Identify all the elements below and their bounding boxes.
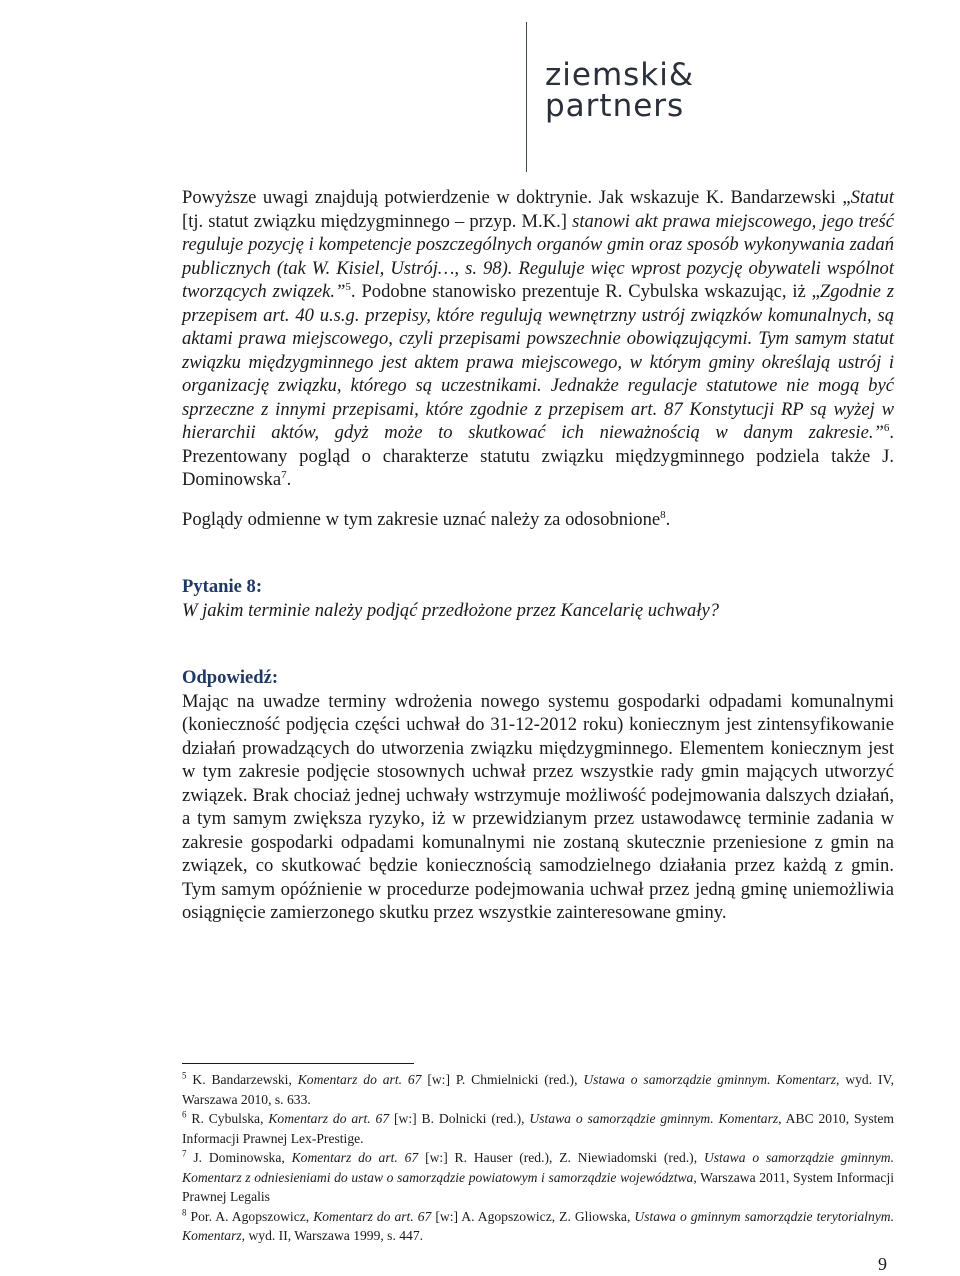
text-run-italic: Statut xyxy=(850,187,894,208)
text-run: R. Cybulska, xyxy=(186,1111,269,1126)
text-run: . xyxy=(286,469,292,490)
quote-bandarzewski: stanowi akt prawa miejscowego, jego treść reguluje pozycję i kompetencje poszczególnych organów gmin oraz sposób wykonywania zadań publicznych (tak W. Kisiel, Ustrój…, s. 98). Reguluje więc wprost pozycję obywateli wspólnot tworzących związek. xyxy=(182,210,894,302)
footnote-separator xyxy=(182,1063,414,1064)
text-run: [w:] A. Agopszowicz, Z. Gliowska, xyxy=(431,1208,635,1224)
text-run-italic: Ustawa o gminnym samorządzie terytorialnym. Komentarz xyxy=(182,1208,894,1243)
text-run-italic: Komentarz do art. 67 xyxy=(291,1150,419,1165)
text-run: J. Dominowska, xyxy=(186,1150,292,1165)
text-run: [tj. statut związku międzygminnego – przyp. M.K.] xyxy=(182,210,573,232)
footnote-8 xyxy=(182,1207,894,1246)
paragraph-opinions xyxy=(182,508,894,532)
text-run-italic: Ustawa o samorządzie gminnym. Komentarz xyxy=(583,1072,837,1087)
question-text: W jakim terminie należy podjąć przedłożone przez Kancelarię uchwały? xyxy=(182,599,720,621)
footnote-number: 7 xyxy=(182,1148,187,1159)
text-run: . Prezentowany pogląd o charakterze statutu związku międzygminnego podziela także J. Dominowska xyxy=(182,422,894,490)
text-run: . Podobne stanowisko prezentuje R. Cybulska wskazując, iż „ xyxy=(350,281,820,302)
text-run: [w:] B. Dolnicki (red.), xyxy=(389,1111,530,1126)
text-run-italic: Komentarz do art. 67 xyxy=(297,1072,422,1087)
text-run-italic: Komentarz do art. 67 xyxy=(268,1111,390,1126)
text-run: Poglądy odmienne w tym zakresie uznać należy za odosobnione xyxy=(182,508,661,530)
text-run: [w:] R. Hauser (red.), Z. Niewiadomski (red.), xyxy=(418,1150,704,1165)
footnote-6 xyxy=(182,1109,894,1148)
text-run: [w:] P. Chmielnicki (red.), xyxy=(421,1072,584,1087)
answer-text: Mając na uwadze terminy wdrożenia nowego systemu gospodarki odpadami komunalnymi (konieczność podjęcia części uchwał do 31-12-2012 roku) koniecznym jest zintensyfikowanie działań prowadzących do utworzenia związku międzygminnego. Elementem koniecznym jest w tym zakresie podjęcie stosownych uchwał przez wszystkie rady gmin mających utworzyć związek. Brak chociaż jednej uchwały wstrzymuje możliwość podejmowania dalszych działań, a tym samym zwiększa ryzyko, iż w przewidzianym przez ustawodawcę terminie zadania w zakresie gospodarki odpadami komunalnymi nie zostaną skutecznie przeniesione z gmin na związek, co skutkować będzie koniecznością samodzielnego działania przez każdą z gmin. Tym samym opóźnienie w procedurze podejmowania uchwał przez jedną gminę uniemożliwia osiągnięcie zamierzonego skutku przez wszystkie zainteresowane gminy. xyxy=(182,690,894,923)
footnote-number: 8 xyxy=(182,1206,187,1217)
company-logo xyxy=(545,57,695,124)
footnote-5 xyxy=(182,1070,894,1109)
logo-line-1: ziemski& xyxy=(545,57,695,93)
text-run: . xyxy=(665,508,671,530)
page-number: 9 xyxy=(878,1254,887,1274)
footnote-ref-7[interactable]: 7 xyxy=(281,468,287,481)
footnote-ref-6[interactable]: 6 xyxy=(883,421,890,434)
quote-mark: ” xyxy=(335,281,346,302)
footnote-number: 6 xyxy=(182,1109,187,1120)
footnote-number: 5 xyxy=(182,1070,187,1081)
footnote-7 xyxy=(182,1148,894,1207)
text-run: Powyższe uwagi znajdują potwierdzenie w doktrynie. Jak wskazuje K. Bandarzewski „ xyxy=(182,187,851,208)
text-run-italic: Ustawa o samorządzie gminnym. Komentarz z odniesieniami do ustaw o samorządzie powiatowym i samorządzie województwa xyxy=(182,1150,895,1185)
text-run-italic: Ustawa o samorządzie gminnym. Komentarz xyxy=(529,1111,779,1126)
footnote-ref-5[interactable]: 5 xyxy=(345,280,351,293)
text-run: Por. A. Agopszowicz, xyxy=(186,1208,314,1224)
paragraph-doctrine xyxy=(182,186,894,492)
text-run-italic: Komentarz do art. 67 xyxy=(313,1208,432,1224)
text-run: K. Bandarzewski, xyxy=(186,1072,298,1087)
footnote-ref-8[interactable]: 8 xyxy=(660,508,666,521)
quote-cybulska: Zgodnie z przepisem art. 40 u.s.g. przepisy, które regulują wewnętrzny ustrój związków komunalnych, są aktami prawa miejscowego, czyli przepisami powszechnie obowiązującymi. xyxy=(182,281,894,349)
text-run: , ABC 2010, System Informacji Prawnej Lex-Prestige. xyxy=(182,1111,895,1146)
quote-cybulska-continued: Tym samym statut związku międzygminnego jest aktem prawa miejscowego, w którym gminy określają ustrój i organizację związku, którego są uczestnikami. Jednakże regulacje statutowe nie mogą być sprzeczne z innymi przepisami, które zgodnie z przepisem art. 87 Konstytucji RP są wyżej w hierarchii aktów, gdyż może to skutkować ich nieważnością w danym zakresie. xyxy=(182,328,895,443)
logo-divider xyxy=(526,22,527,172)
question-heading: Pytanie 8: xyxy=(182,576,263,597)
footnotes xyxy=(182,1070,894,1246)
text-run: , wyd. IV, Warszawa 2010, s. 633. xyxy=(182,1072,894,1107)
answer-heading: Odpowiedź: xyxy=(182,667,279,688)
document-body xyxy=(182,186,894,925)
text-run: , Warszawa 2011, System Informacji Prawnej Legalis xyxy=(182,1169,894,1204)
logo-line-2: partners xyxy=(545,88,685,124)
quote-mark: ” xyxy=(873,422,884,443)
text-run: , wyd. II, Warszawa 1999, s. 447. xyxy=(241,1228,424,1243)
